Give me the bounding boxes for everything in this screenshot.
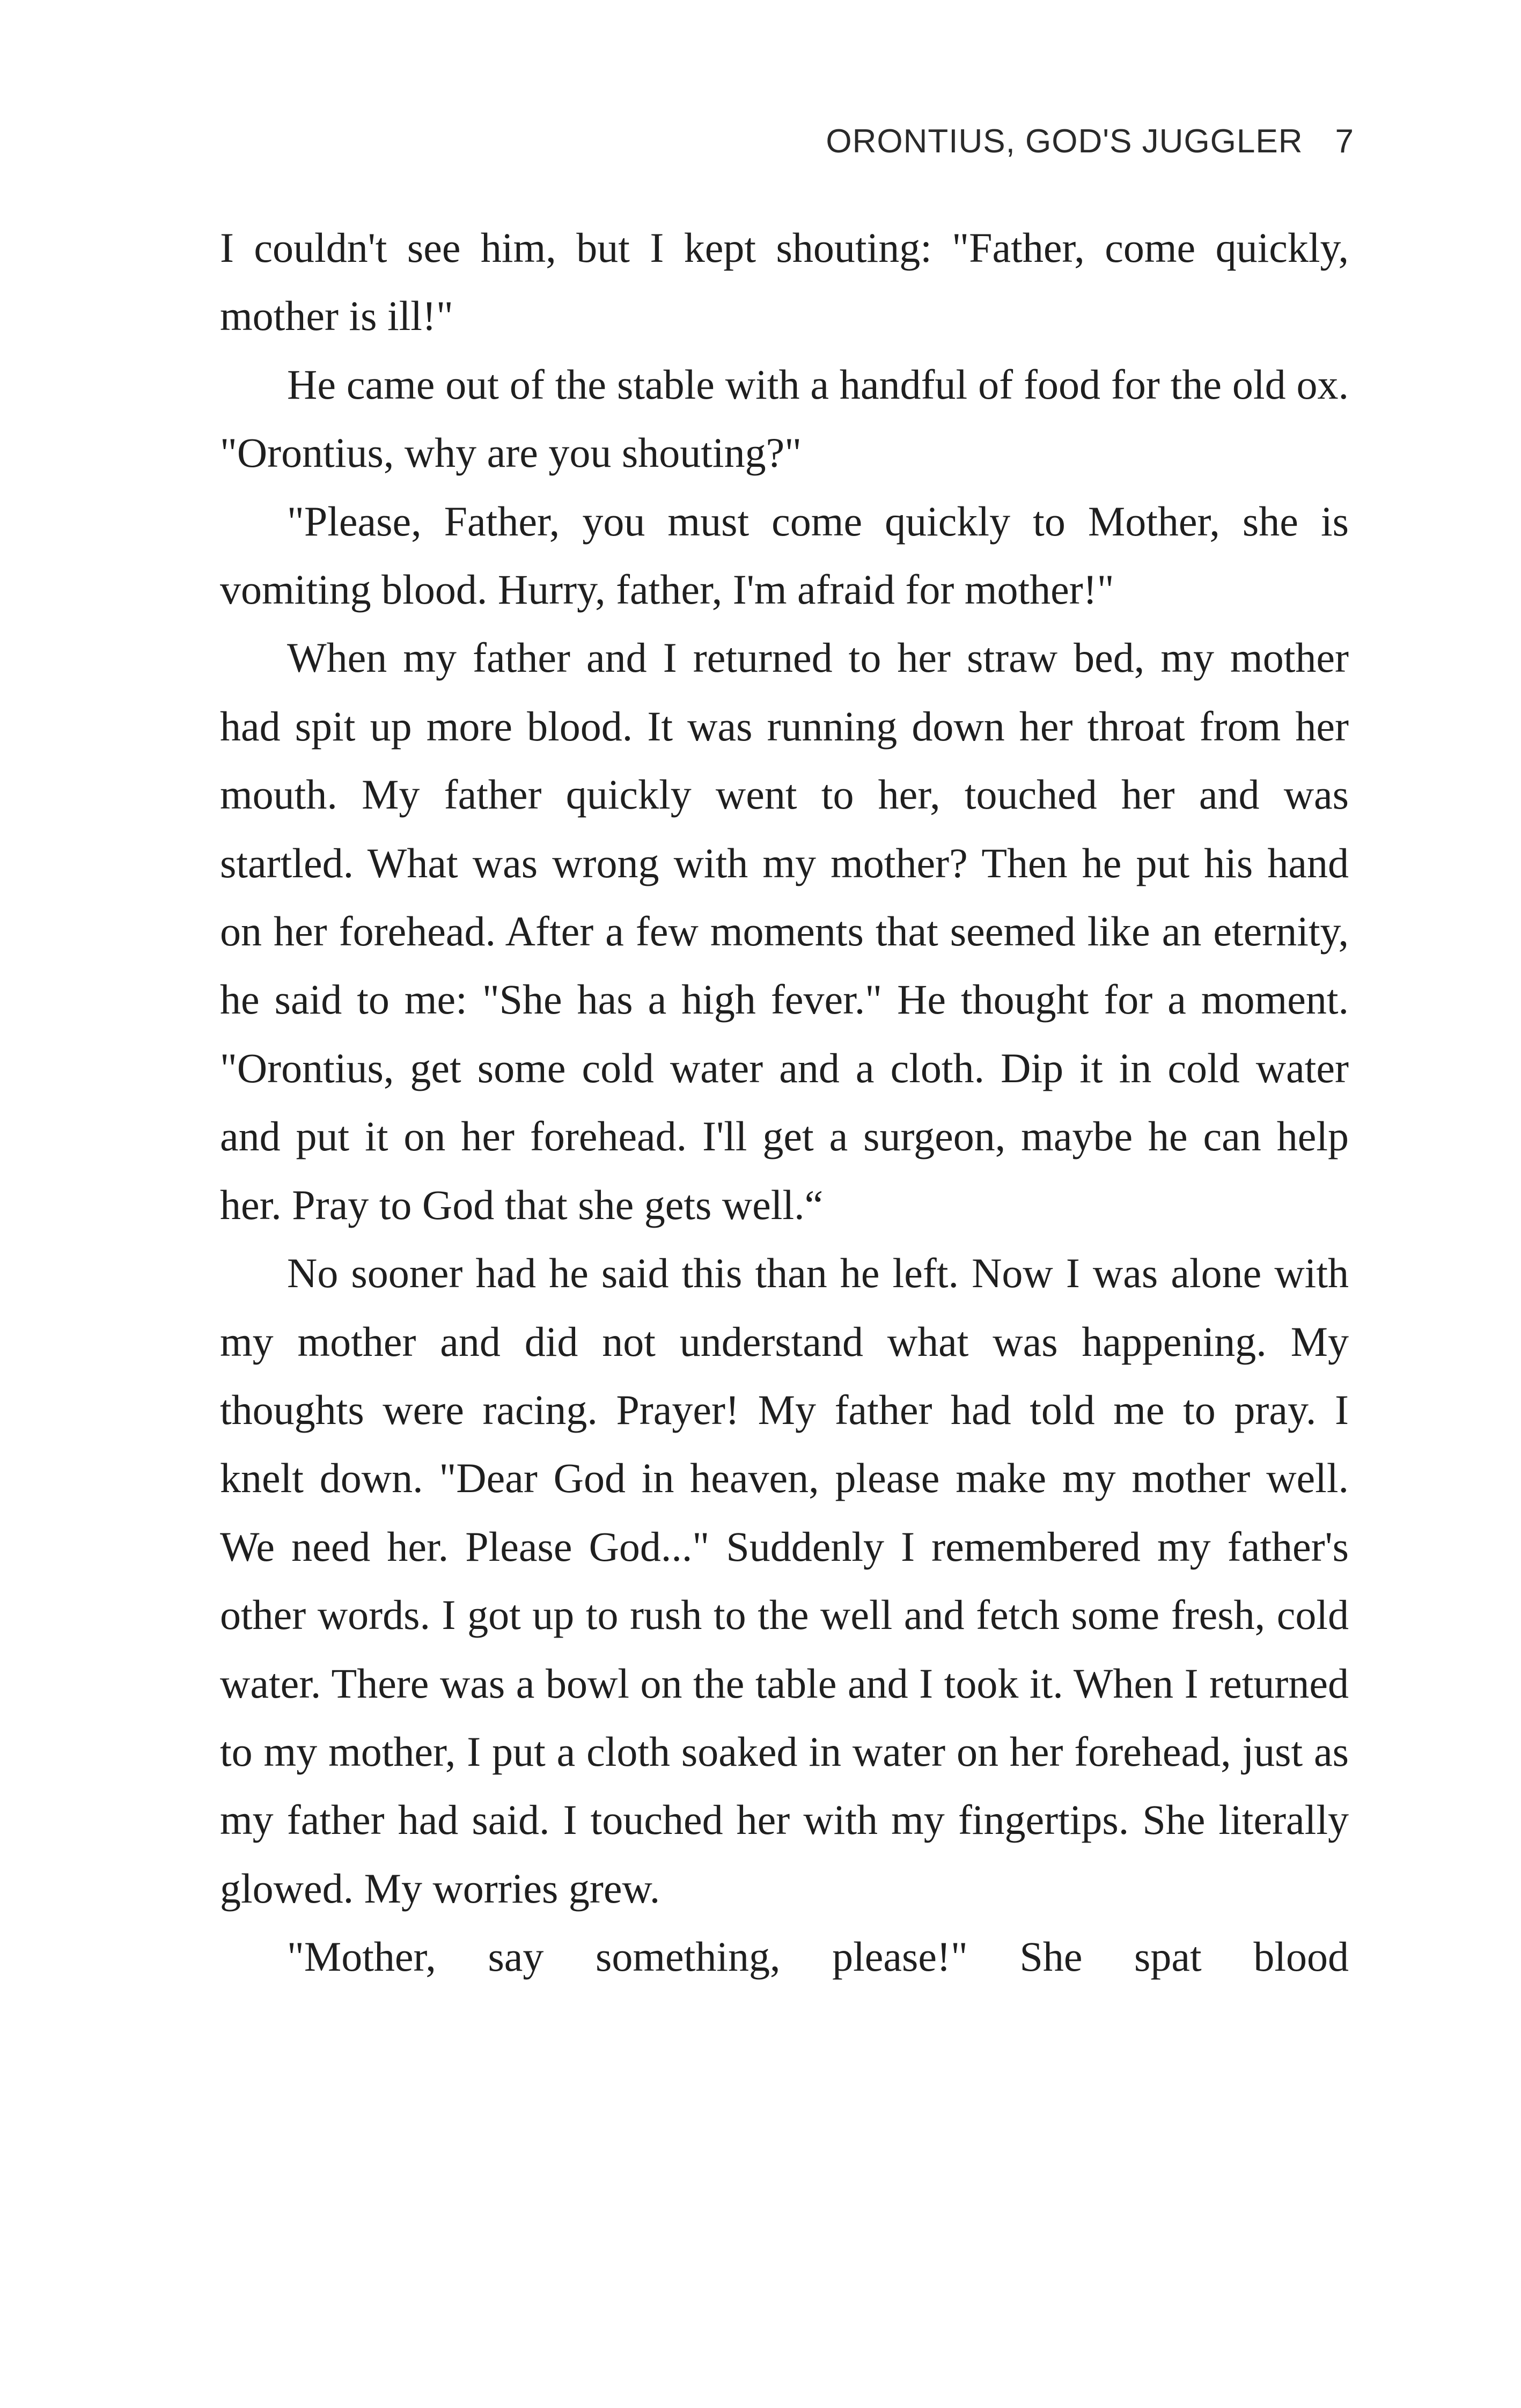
paragraph: "Mother, say something, please!" She spat blood	[287, 1933, 1349, 1980]
running-title: ORONTIUS, GOD'S JUGGLER	[826, 123, 1303, 160]
body-text	[220, 214, 1349, 1991]
running-head	[826, 122, 1354, 160]
paragraph: No sooner had he said this than he left. Now I was alone with my mother and did not understand what was happening. My thoughts were racing. Prayer! My father had told me to pray. I knelt down. "Dear God in heaven, please make my mother well. We need her. Please God..." Suddenly I remembered my father's other words. I got up to rush to the well and fetch some fresh, cold water. There was a bowl on the table and I took it. When I returned to my mother, I put a cloth soaked in water on her forehead, just as my father had said. I touched her with my fingertips. She literally glowed. My worries grew.	[220, 1250, 1349, 1912]
paragraph: "Please, Father, you must come quickly to Mother, she is vomiting blood. Hurry, father, I'm afraid for mother!"	[220, 497, 1349, 613]
paragraph: He came out of the stable with a handful of food for the old ox. "Orontius, why are you shouting?"	[220, 361, 1349, 476]
page-number: 7	[1335, 123, 1354, 160]
paragraph: I couldn't see him, but I kept shouting: "Father, come quickly, mother is ill!"	[220, 224, 1349, 340]
paragraph: When my father and I returned to her straw bed, my mother had spit up more blood. It was running down her throat from her mouth. My father quickly went to her, touched her and was startled. What was wrong with my mother? Then he put his hand on her forehead. After a few moments that seemed like an eternity, he said to me: "She has a high fever." He thought for a moment. "Orontius, get some cold water and a cloth. Dip it in cold water and put it on her forehead. I'll get a surgeon, maybe he can help her. Pray to God that she gets well.“	[220, 634, 1349, 1228]
